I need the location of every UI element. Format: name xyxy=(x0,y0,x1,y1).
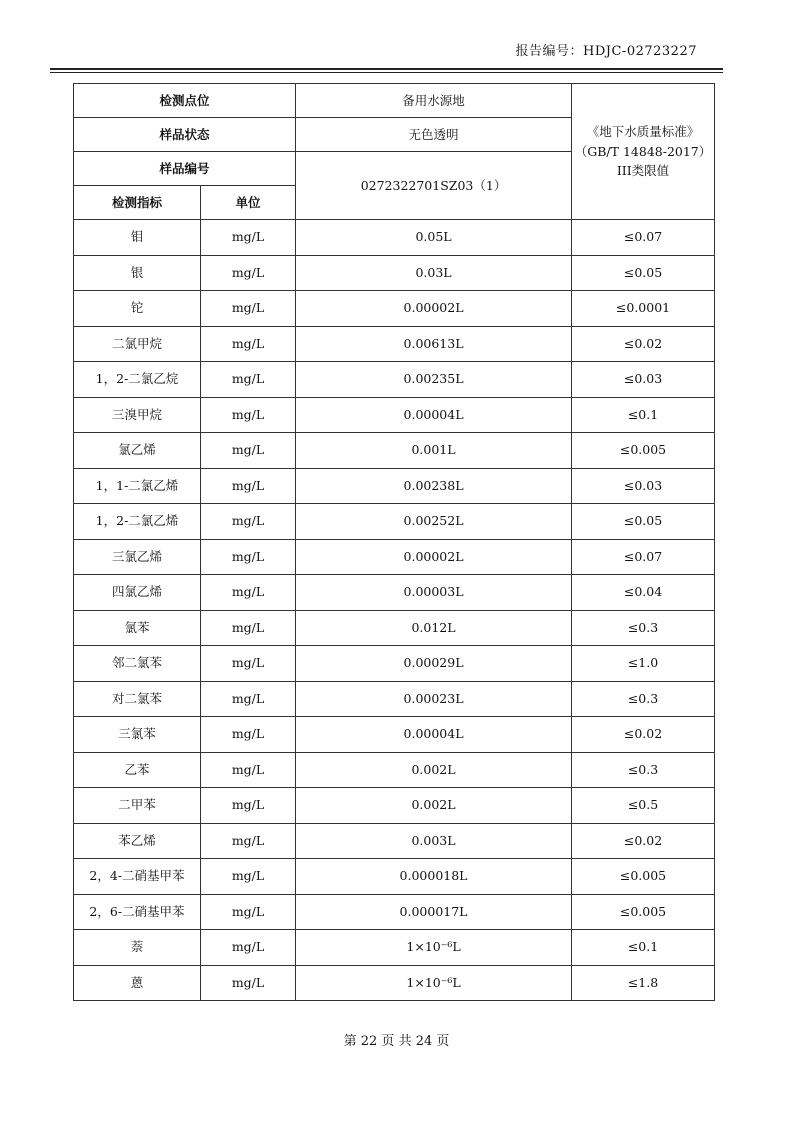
standard-class: III类限值 xyxy=(616,163,670,179)
value-cell: 0.00023L xyxy=(296,681,572,717)
limit-cell: ≤0.03 xyxy=(572,362,715,398)
limit-cell: ≤0.0001 xyxy=(572,291,715,327)
location-row xyxy=(74,84,715,118)
header-rule-thick xyxy=(50,68,723,70)
unit-cell: mg/L xyxy=(201,433,296,469)
unit-cell: mg/L xyxy=(201,752,296,788)
table-row xyxy=(74,575,715,611)
unit-cell: mg/L xyxy=(201,646,296,682)
page-number: 第 22 页 共 24 页 xyxy=(343,1034,450,1049)
header-rule-thin xyxy=(50,72,723,73)
standard-title: 《地下水质量标准》 xyxy=(586,124,700,140)
value-cell: 0.012L xyxy=(296,610,572,646)
table-row xyxy=(74,504,715,540)
limit-cell: ≤0.005 xyxy=(572,894,715,930)
table-row xyxy=(74,752,715,788)
indicator-cell: 邻二氯苯 xyxy=(74,646,201,682)
table-row xyxy=(74,255,715,291)
table-row xyxy=(74,220,715,256)
unit-cell: mg/L xyxy=(201,788,296,824)
value-cell: 0.05L xyxy=(296,220,572,256)
value-cell: 0.003L xyxy=(296,823,572,859)
indicator-cell: 蒽 xyxy=(74,965,201,1001)
sample-id-value: 0272322701SZ03（1） xyxy=(296,152,572,220)
table-row xyxy=(74,468,715,504)
indicator-cell: 二氯甲烷 xyxy=(74,326,201,362)
limit-cell: ≤0.5 xyxy=(572,788,715,824)
limit-cell: ≤0.3 xyxy=(572,752,715,788)
limit-cell: ≤0.3 xyxy=(572,610,715,646)
sample-id-label: 样品编号 xyxy=(74,152,296,186)
indicator-cell: 氯苯 xyxy=(74,610,201,646)
indicator-cell: 苯乙烯 xyxy=(74,823,201,859)
unit-cell: mg/L xyxy=(201,220,296,256)
limit-cell: ≤0.005 xyxy=(572,433,715,469)
limit-cell: ≤0.02 xyxy=(572,823,715,859)
value-cell: 1×10⁻⁶L xyxy=(296,930,572,966)
unit-cell: mg/L xyxy=(201,681,296,717)
value-cell: 0.001L xyxy=(296,433,572,469)
limit-cell: ≤0.03 xyxy=(572,468,715,504)
indicator-cell: 铊 xyxy=(74,291,201,327)
standard-header xyxy=(572,84,715,220)
location-label: 检测点位 xyxy=(74,84,296,118)
indicator-cell: 2，6-二硝基甲苯 xyxy=(74,894,201,930)
value-cell: 0.00235L xyxy=(296,362,572,398)
indicator-cell: 1，2-二氯乙烷 xyxy=(74,362,201,398)
table-row xyxy=(74,788,715,824)
table-row xyxy=(74,894,715,930)
table-row xyxy=(74,717,715,753)
value-cell: 0.000018L xyxy=(296,859,572,895)
table-row xyxy=(74,362,715,398)
indicator-cell: 钼 xyxy=(74,220,201,256)
indicator-cell: 三溴甲烷 xyxy=(74,397,201,433)
value-cell: 0.03L xyxy=(296,255,572,291)
unit-cell: mg/L xyxy=(201,255,296,291)
location-value: 备用水源地 xyxy=(296,84,572,118)
indicator-cell: 乙苯 xyxy=(74,752,201,788)
indicator-cell: 四氯乙烯 xyxy=(74,575,201,611)
table-row xyxy=(74,326,715,362)
table-row xyxy=(74,397,715,433)
table-row xyxy=(74,539,715,575)
table-row xyxy=(74,859,715,895)
value-cell: 0.002L xyxy=(296,788,572,824)
unit-cell: mg/L xyxy=(201,717,296,753)
unit-cell: mg/L xyxy=(201,468,296,504)
unit-header: 单位 xyxy=(201,186,296,220)
limit-cell: ≤0.05 xyxy=(572,255,715,291)
report-number: 报告编号：HDJC-02723227 xyxy=(515,44,697,59)
unit-cell: mg/L xyxy=(201,362,296,398)
table-row xyxy=(74,823,715,859)
indicator-cell: 银 xyxy=(74,255,201,291)
limit-cell: ≤0.02 xyxy=(572,326,715,362)
unit-cell: mg/L xyxy=(201,965,296,1001)
value-cell: 0.00002L xyxy=(296,539,572,575)
indicator-cell: 萘 xyxy=(74,930,201,966)
value-cell: 0.000017L xyxy=(296,894,572,930)
unit-cell: mg/L xyxy=(201,823,296,859)
limit-cell: ≤0.05 xyxy=(572,504,715,540)
limit-cell: ≤1.8 xyxy=(572,965,715,1001)
indicator-cell: 三氯苯 xyxy=(74,717,201,753)
value-cell: 0.00004L xyxy=(296,717,572,753)
table-row xyxy=(74,930,715,966)
unit-cell: mg/L xyxy=(201,326,296,362)
limit-cell: ≤0.07 xyxy=(572,539,715,575)
value-cell: 0.00252L xyxy=(296,504,572,540)
limit-cell: ≤1.0 xyxy=(572,646,715,682)
indicator-cell: 氯乙烯 xyxy=(74,433,201,469)
value-cell: 1×10⁻⁶L xyxy=(296,965,572,1001)
value-cell: 0.002L xyxy=(296,752,572,788)
table-row xyxy=(74,646,715,682)
unit-cell: mg/L xyxy=(201,575,296,611)
limit-cell: ≤0.3 xyxy=(572,681,715,717)
unit-cell: mg/L xyxy=(201,930,296,966)
test-results-table xyxy=(73,83,715,1001)
table-row xyxy=(74,681,715,717)
indicator-cell: 1，1-二氯乙烯 xyxy=(74,468,201,504)
state-label: 样品状态 xyxy=(74,118,296,152)
value-cell: 0.00029L xyxy=(296,646,572,682)
unit-cell: mg/L xyxy=(201,397,296,433)
unit-cell: mg/L xyxy=(201,504,296,540)
limit-cell: ≤0.1 xyxy=(572,930,715,966)
state-value: 无色透明 xyxy=(296,118,572,152)
value-cell: 0.00613L xyxy=(296,326,572,362)
value-cell: 0.00238L xyxy=(296,468,572,504)
limit-cell: ≤0.04 xyxy=(572,575,715,611)
limit-cell: ≤0.005 xyxy=(572,859,715,895)
unit-cell: mg/L xyxy=(201,291,296,327)
value-cell: 0.00002L xyxy=(296,291,572,327)
indicator-cell: 2，4-二硝基甲苯 xyxy=(74,859,201,895)
table-row xyxy=(74,610,715,646)
limit-cell: ≤0.02 xyxy=(572,717,715,753)
table-row xyxy=(74,965,715,1001)
limit-cell: ≤0.07 xyxy=(572,220,715,256)
table-row xyxy=(74,291,715,327)
indicator-cell: 三氯乙烯 xyxy=(74,539,201,575)
unit-cell: mg/L xyxy=(201,539,296,575)
standard-code: （GB/T 14848-2017） xyxy=(574,143,712,159)
indicator-cell: 二甲苯 xyxy=(74,788,201,824)
value-cell: 0.00004L xyxy=(296,397,572,433)
table-row xyxy=(74,433,715,469)
unit-cell: mg/L xyxy=(201,894,296,930)
unit-cell: mg/L xyxy=(201,859,296,895)
limit-cell: ≤0.1 xyxy=(572,397,715,433)
value-cell: 0.00003L xyxy=(296,575,572,611)
unit-cell: mg/L xyxy=(201,610,296,646)
indicator-cell: 对二氯苯 xyxy=(74,681,201,717)
indicator-cell: 1，2-二氯乙烯 xyxy=(74,504,201,540)
indicator-header: 检测指标 xyxy=(74,186,201,220)
